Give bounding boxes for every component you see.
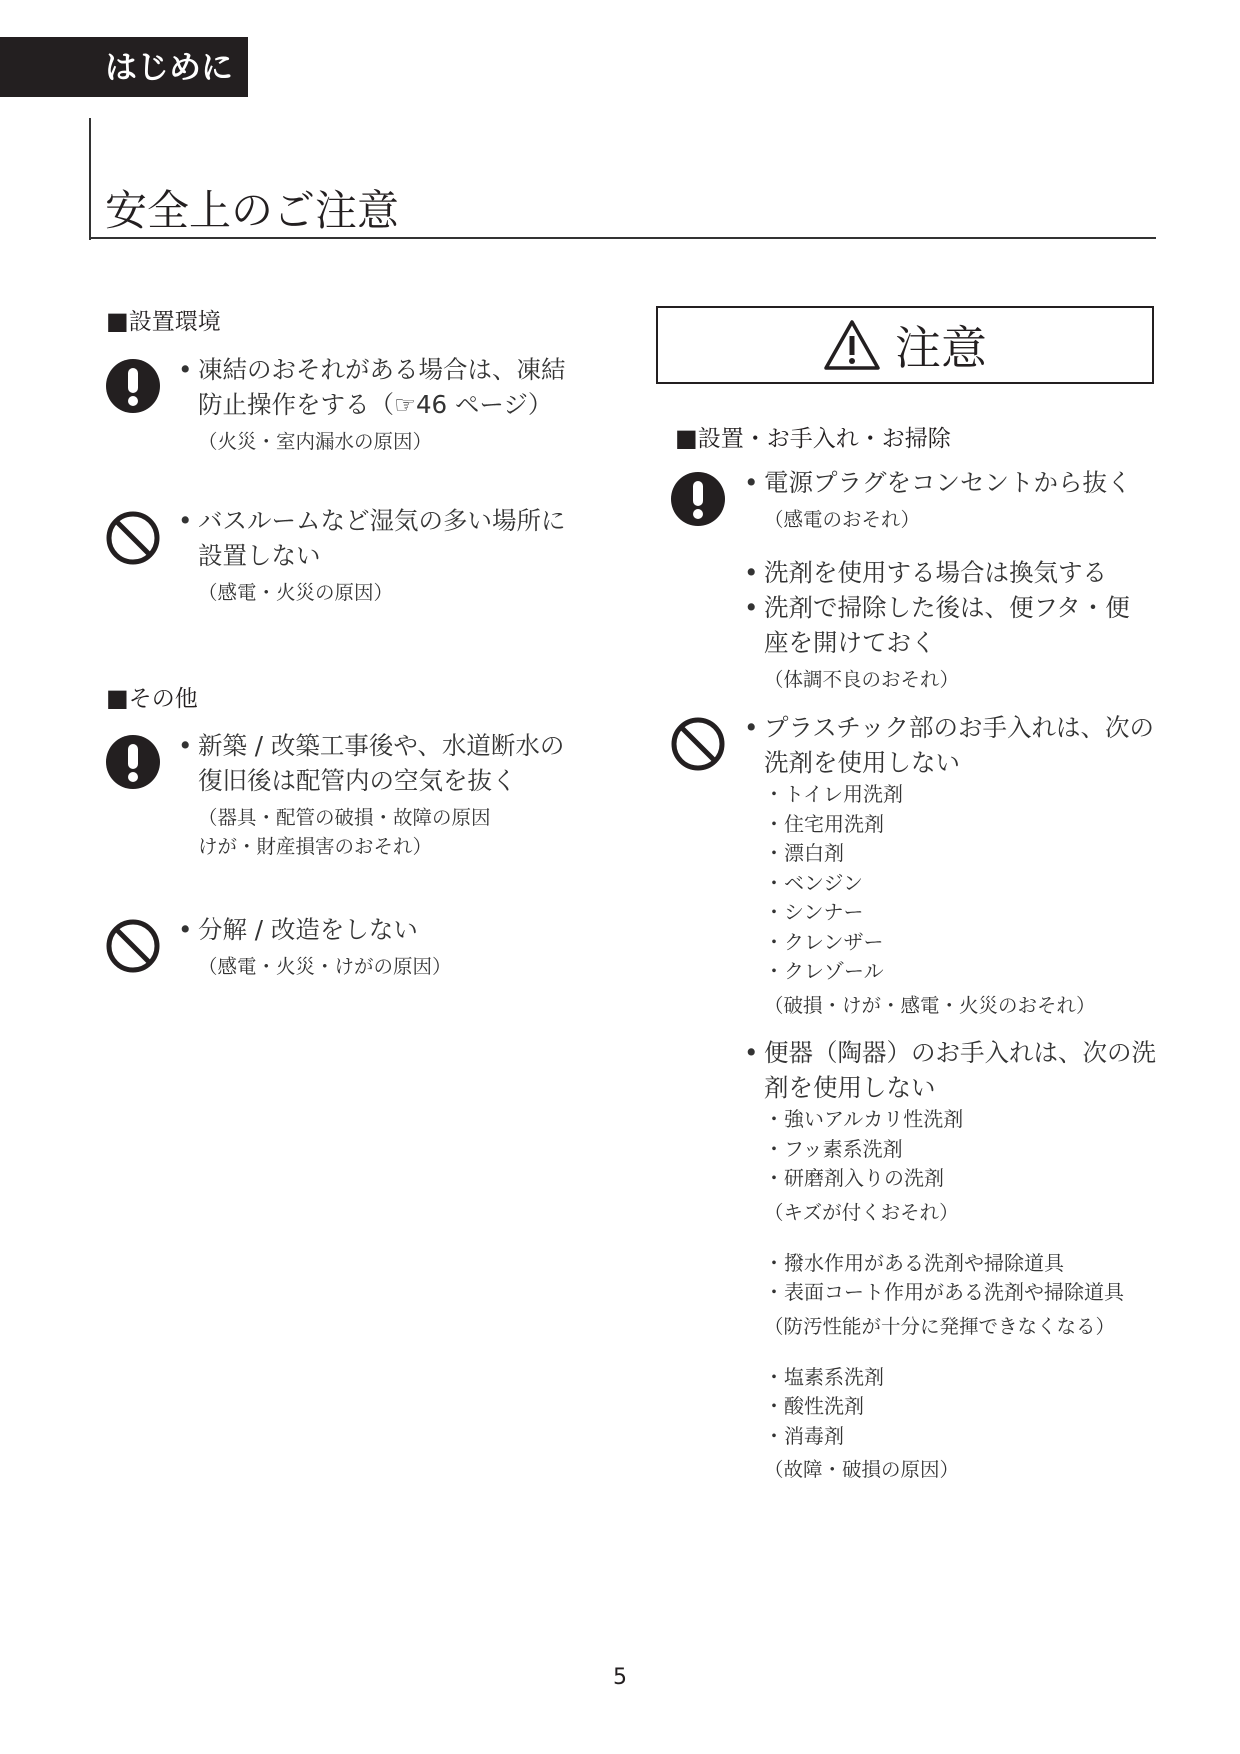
prohibited-icon xyxy=(105,510,161,566)
square-bullet-icon: ■ xyxy=(106,307,129,335)
other-item-air: • 新築 / 改築工事後や、水道断水の 復旧後は配管内の空気を抜く （器具・配管の破損・故障の原因 けが・財産損害のおそれ） xyxy=(178,731,565,858)
prohibited-icon xyxy=(670,716,726,772)
other-heading: ■その他 xyxy=(106,684,198,712)
page-title: 安全上のご注意 xyxy=(105,186,400,235)
mandatory-icon xyxy=(670,471,726,527)
list-item: ・ベンジン xyxy=(764,870,863,895)
prohibit-ceramic-cleaners: • 便器（陶器）のお手入れは、次の洗 剤を使用しない ・強いアルカリ性洗剤 ・フッ素系洗剤 ・研磨剤入りの洗剤 （キズが付くおそれ） ・撥水作用がある洗剤や掃除道具 ・表面コート作用がある洗剤や掃除道具 （防汚性能が十分に発揮できなくなる） ・塩素系洗剤 ・酸性洗剤 ・消毒剤 （故障・破損の原因） xyxy=(744,1038,1156,1481)
square-bullet-icon: ■ xyxy=(106,684,129,712)
list-item: ・フッ素系洗剤 xyxy=(764,1136,903,1161)
list-item: ・住宅用洗剤 xyxy=(764,811,884,836)
env-item-humidity: • バスルームなど湿気の多い場所に 設置しない （感電・火災の原因） xyxy=(178,506,566,604)
list-item: ・表面コート作用がある洗剤や掃除道具 xyxy=(764,1280,1124,1304)
mandatory-icon xyxy=(105,734,161,790)
caution-label: 注意 xyxy=(895,321,987,375)
mandatory-icon xyxy=(105,358,161,414)
must-ventilate: • 洗剤を使用する場合は換気する • 洗剤で掃除した後は、便フタ・便 座を開けておく （体調不良のおそれ） xyxy=(744,558,1130,691)
list-item: ・塩素系洗剤 xyxy=(764,1364,884,1389)
env-item-freeze: • 凍結のおそれがある場合は、凍結 防止操作をする（☞46 ページ） （火災・室内漏水の原因） xyxy=(178,355,566,453)
list-item: ・研磨剤入りの洗剤 xyxy=(764,1166,944,1190)
square-bullet-icon: ■ xyxy=(675,424,698,452)
title-rule-vertical xyxy=(89,118,91,240)
list-item: ・強いアルカリ性洗剤 xyxy=(764,1107,964,1131)
caution-banner xyxy=(656,306,1154,384)
env-heading: ■設置環境 xyxy=(106,307,221,335)
list-item: ・漂白剤 xyxy=(764,841,844,865)
list-item: ・クレゾール xyxy=(764,959,884,983)
warning-triangle-icon xyxy=(823,319,881,371)
list-item: ・酸性洗剤 xyxy=(764,1394,864,1418)
care-heading: ■設置・お手入れ・お掃除 xyxy=(675,424,951,452)
prohibited-icon xyxy=(105,918,161,974)
section-tab: はじめに xyxy=(0,37,248,97)
list-item: ・撥水作用がある洗剤や掃除道具 xyxy=(764,1250,1064,1275)
other-item-disassemble: • 分解 / 改造をしない （感電・火災・けがの原因） xyxy=(178,915,452,978)
list-item: ・消毒剤 xyxy=(764,1423,844,1448)
list-item: ・クレンザー xyxy=(764,929,884,954)
page-number: 5 xyxy=(613,1665,627,1690)
list-item: ・シンナー xyxy=(764,900,864,924)
list-item: ・トイレ用洗剤 xyxy=(764,782,903,806)
prohibit-plastic-cleaners: • プラスチック部のお手入れは、次の 洗剤を使用しない ・トイレ用洗剤 ・住宅用洗剤 ・漂白剤 ・ベンジン ・シンナー ・クレンザー ・クレゾール （破損・けが・感電・火災のおそれ） xyxy=(744,713,1155,1017)
must-unplug: • 電源プラグをコンセントから抜く （感電のおそれ） xyxy=(744,468,1132,531)
